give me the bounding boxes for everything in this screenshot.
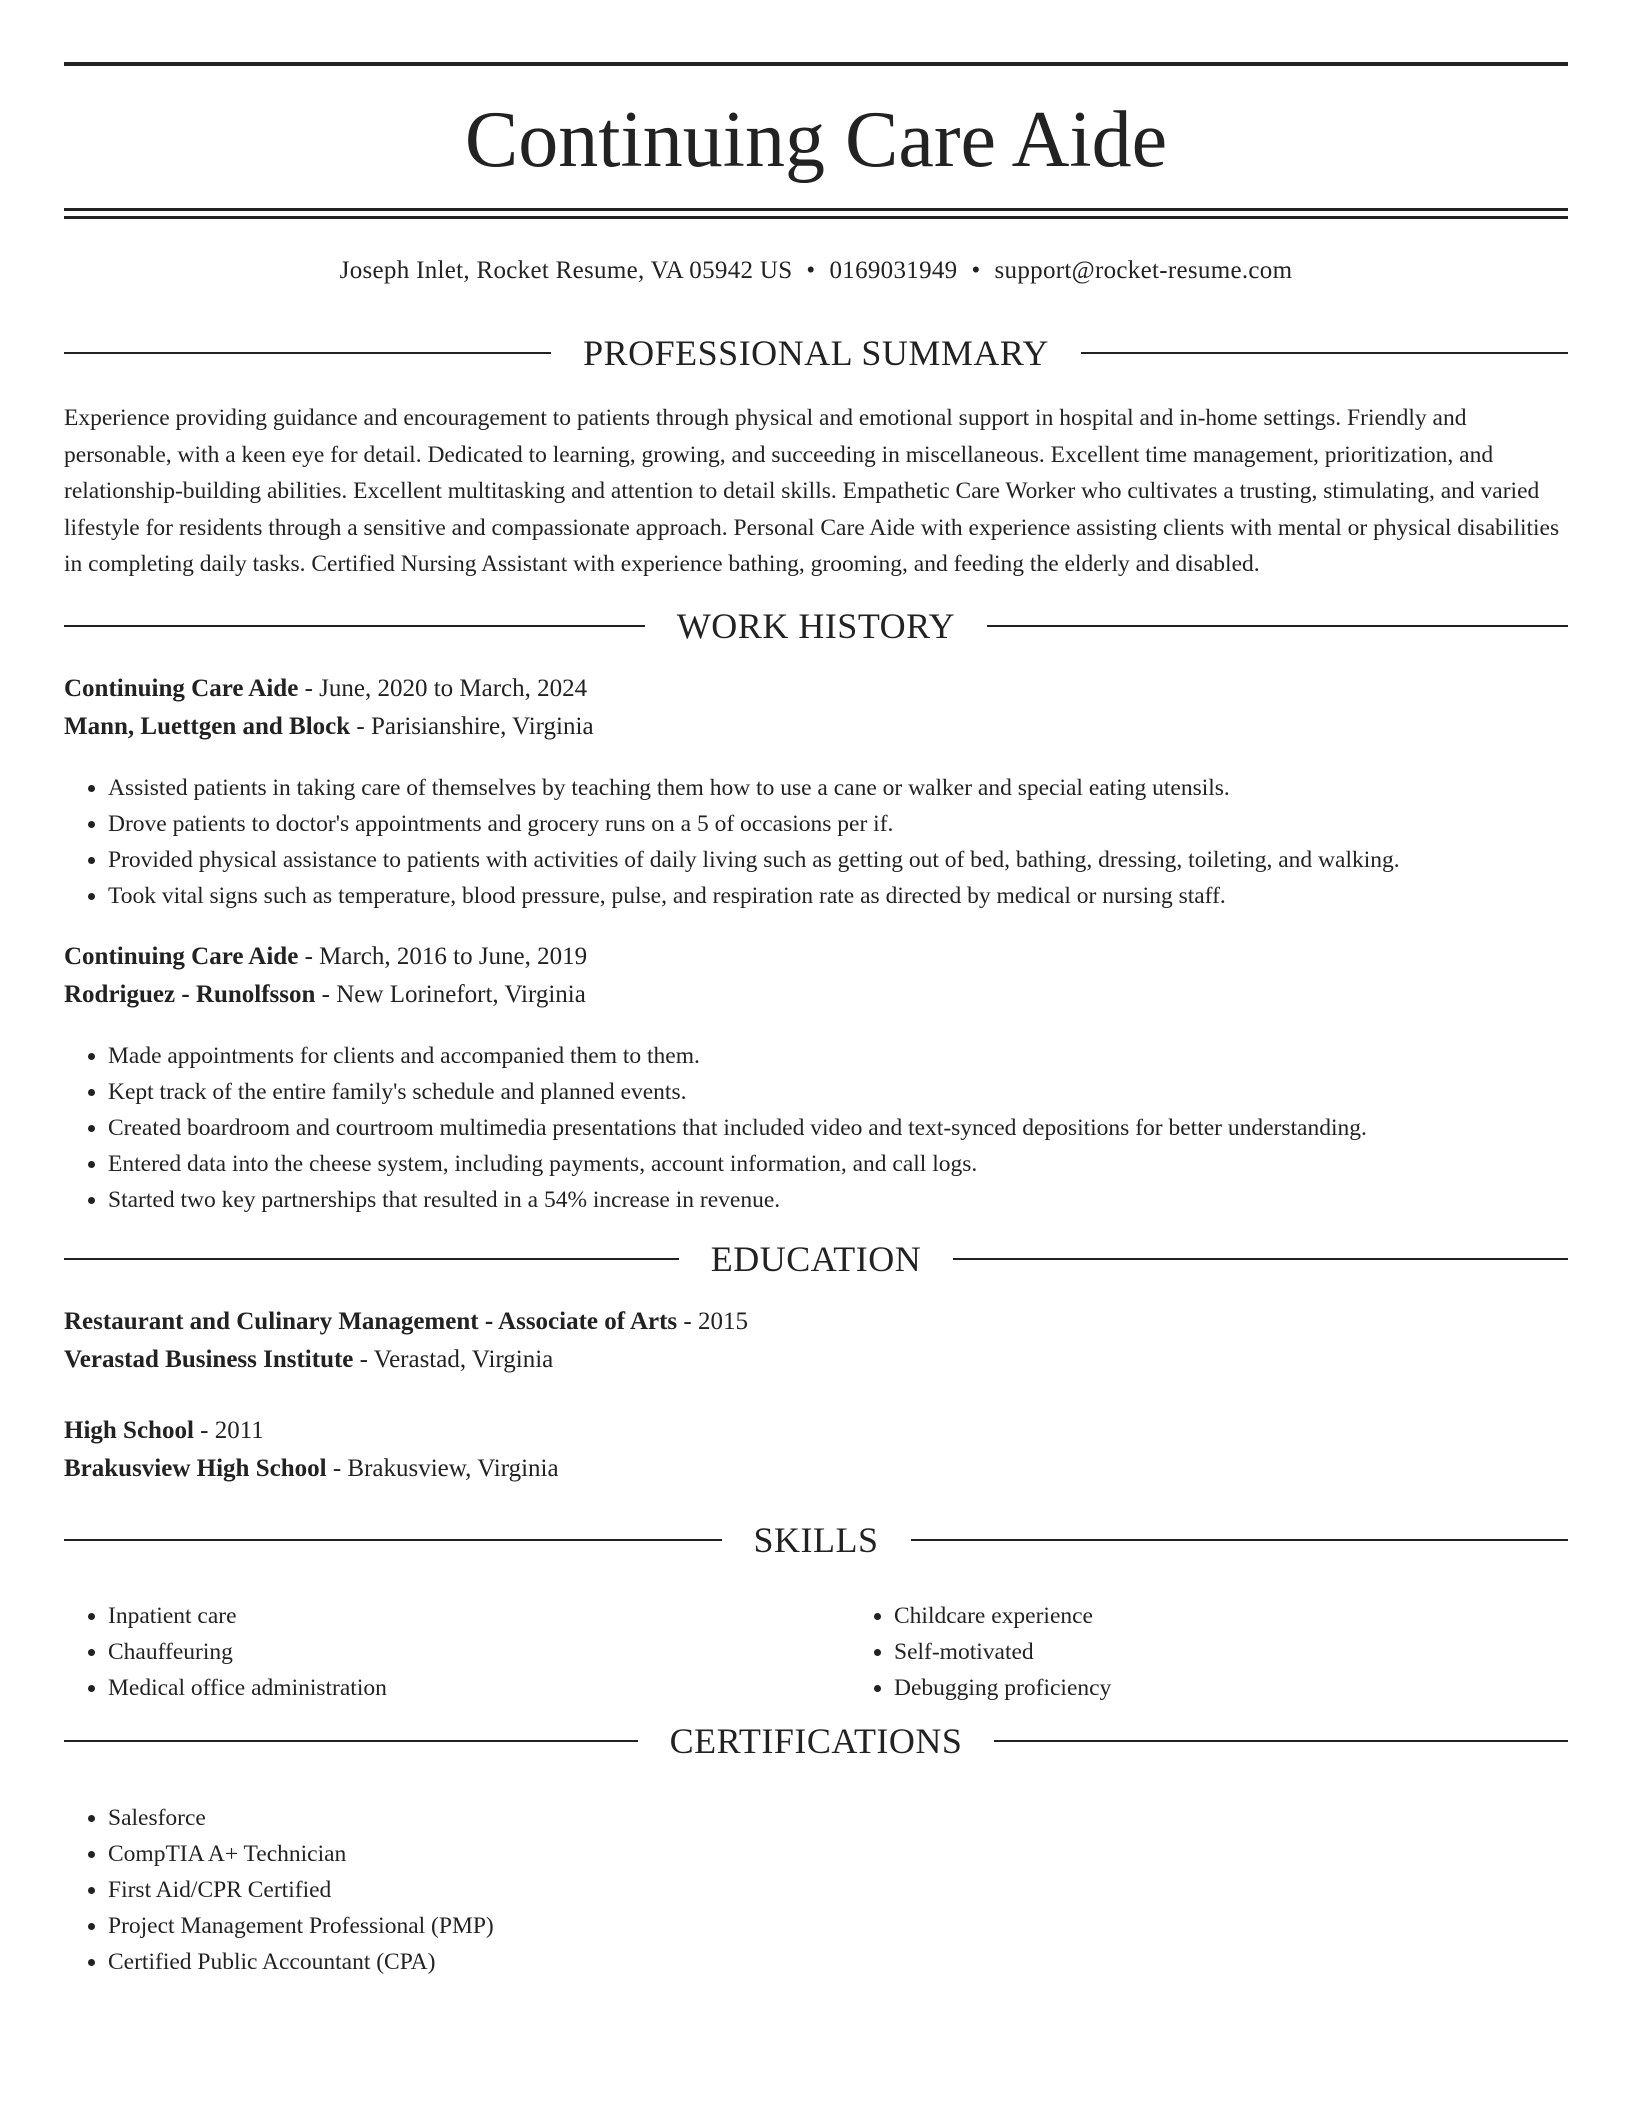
contact-separator: • bbox=[806, 257, 816, 284]
job-dates: - March, 2016 to June, 2019 bbox=[298, 943, 588, 970]
job-location: - New Lorinefort, Virginia bbox=[315, 981, 586, 1008]
section-title: PROFESSIONAL SUMMARY bbox=[583, 333, 1049, 373]
job-company-line bbox=[64, 708, 1568, 746]
heading-rule bbox=[953, 1258, 1568, 1260]
heading-rule bbox=[994, 1740, 1568, 1742]
job-role: Continuing Care Aide bbox=[64, 943, 299, 970]
heading-rule bbox=[911, 1539, 1569, 1541]
contact-phone: 0169031949 bbox=[829, 257, 958, 284]
list-item: • Took vital signs such as temperature, blood pressure, pulse, and respiration rate as directed by medical or nursing staff. bbox=[108, 878, 1568, 914]
top-rule bbox=[64, 62, 1568, 66]
school-location: - Verastad, Virginia bbox=[353, 1346, 554, 1373]
job-dates: - June, 2020 to March, 2024 bbox=[298, 675, 588, 702]
heading-rule bbox=[64, 1740, 638, 1742]
heading-rule bbox=[64, 1258, 679, 1260]
skill-item: • Debugging proficiency bbox=[894, 1670, 1632, 1706]
certification-item: • First Aid/CPR Certified bbox=[108, 1872, 1568, 1908]
certification-item: • CompTIA A+ Technician bbox=[108, 1836, 1568, 1872]
degree-line bbox=[64, 1412, 1568, 1450]
degree-year: - 2015 bbox=[677, 1308, 748, 1335]
job-location: - Parisianshire, Virginia bbox=[350, 713, 594, 740]
title-double-rule bbox=[64, 208, 1568, 220]
job-title-line bbox=[64, 670, 1568, 708]
section-title: CERTIFICATIONS bbox=[669, 1721, 963, 1761]
job-company-line bbox=[64, 976, 1568, 1014]
list-item: • Assisted patients in taking care of themselves by teaching them how to use a cane or walker and special eating utensils. bbox=[108, 770, 1568, 806]
job-title-line bbox=[64, 938, 1568, 976]
skills-list-left bbox=[64, 1598, 850, 1706]
section-title: EDUCATION bbox=[710, 1239, 922, 1279]
degree-year: - 2011 bbox=[193, 1417, 264, 1444]
heading-rule bbox=[64, 625, 645, 627]
degree-name: Restaurant and Culinary Management - Associate of Arts bbox=[64, 1308, 678, 1335]
contact-separator: • bbox=[971, 257, 981, 284]
school-location: - Brakusview, Virginia bbox=[326, 1455, 559, 1482]
section-heading-summary bbox=[64, 331, 1568, 375]
education-entry bbox=[64, 1303, 1568, 1379]
section-heading-skills bbox=[64, 1518, 1568, 1562]
list-item: • Made appointments for clients and accompanied them to them. bbox=[108, 1038, 1568, 1074]
list-item: • Kept track of the entire family's schedule and planned events. bbox=[108, 1074, 1568, 1110]
resume-title: Continuing Care Aide bbox=[464, 96, 1168, 184]
contact-email[interactable]: support@rocket-resume.com bbox=[994, 257, 1293, 284]
job-company: Mann, Luettgen and Block bbox=[64, 713, 351, 740]
work-entry bbox=[64, 670, 1568, 746]
work-entry bbox=[64, 938, 1568, 1014]
school-name: Brakusview High School bbox=[64, 1455, 327, 1482]
job-role: Continuing Care Aide bbox=[64, 675, 299, 702]
certification-item: • Project Management Professional (PMP) bbox=[108, 1908, 1568, 1944]
skill-item: • Inpatient care bbox=[108, 1598, 850, 1634]
summary-text: Experience providing guidance and encouragement to patients through physical and emotional support in hospital and in-home settings. Friendly and personable, with a keen eye for detail. Dedicated to learning, growing, and succeeding in miscellaneous. Excellent time management, prioritization, and relationship-building abilities. Excellent multitasking and attention to detail skills. Empathetic Care Worker who cultivates a trusting, stimulating, and varied lifestyle for residents through a sensitive and compassionate approach. Personal Care Aide with experience assisting clients with mental or physical disabilities in completing daily tasks. Certified Nursing Assistant with experience bathing, grooming, and feeding the elderly and disabled. bbox=[64, 405, 1560, 577]
skill-item: • Self-motivated bbox=[894, 1634, 1632, 1670]
job-bullets bbox=[64, 770, 1568, 914]
skill-item: • Childcare experience bbox=[894, 1598, 1632, 1634]
degree-line bbox=[64, 1303, 1568, 1341]
certifications-list bbox=[64, 1800, 1568, 1980]
certification-item: • Certified Public Accountant (CPA) bbox=[108, 1944, 1568, 1980]
section-heading-education bbox=[64, 1237, 1568, 1281]
heading-rule bbox=[64, 352, 551, 354]
heading-rule bbox=[987, 625, 1568, 627]
school-line bbox=[64, 1450, 1568, 1488]
section-title: SKILLS bbox=[753, 1520, 879, 1560]
list-item: • Entered data into the cheese system, including payments, account information, and call logs. bbox=[108, 1146, 1568, 1182]
section-heading-certifications bbox=[64, 1719, 1568, 1763]
job-bullets bbox=[64, 1038, 1568, 1218]
list-item: • Drove patients to doctor's appointments and grocery runs on a 5 of occasions per if. bbox=[108, 806, 1568, 842]
section-heading-work-history bbox=[64, 604, 1568, 648]
heading-rule bbox=[1081, 352, 1568, 354]
contact-address: Joseph Inlet, Rocket Resume, VA 05942 US bbox=[339, 257, 793, 284]
heading-rule bbox=[64, 1539, 722, 1541]
list-item: • Created boardroom and courtroom multimedia presentations that included video and text-synced depositions for better understanding. bbox=[108, 1110, 1568, 1146]
certification-item: • Salesforce bbox=[108, 1800, 1568, 1836]
skills-list-right bbox=[850, 1598, 1632, 1706]
school-line bbox=[64, 1341, 1568, 1379]
section-title: WORK HISTORY bbox=[676, 606, 956, 646]
school-name: Verastad Business Institute bbox=[64, 1346, 354, 1373]
education-entry bbox=[64, 1412, 1568, 1488]
job-company: Rodriguez - Runolfsson bbox=[64, 981, 316, 1008]
skills-columns bbox=[64, 1598, 1568, 1706]
degree-name: High School bbox=[64, 1417, 194, 1444]
skill-item: • Chauffeuring bbox=[108, 1634, 850, 1670]
skill-item: • Medical office administration bbox=[108, 1670, 850, 1706]
list-item: • Started two key partnerships that resulted in a 54% increase in revenue. bbox=[108, 1182, 1568, 1218]
contact-line bbox=[64, 254, 1568, 288]
list-item: • Provided physical assistance to patients with activities of daily living such as getting out of bed, bathing, dressing, toileting, and walking. bbox=[108, 842, 1568, 878]
